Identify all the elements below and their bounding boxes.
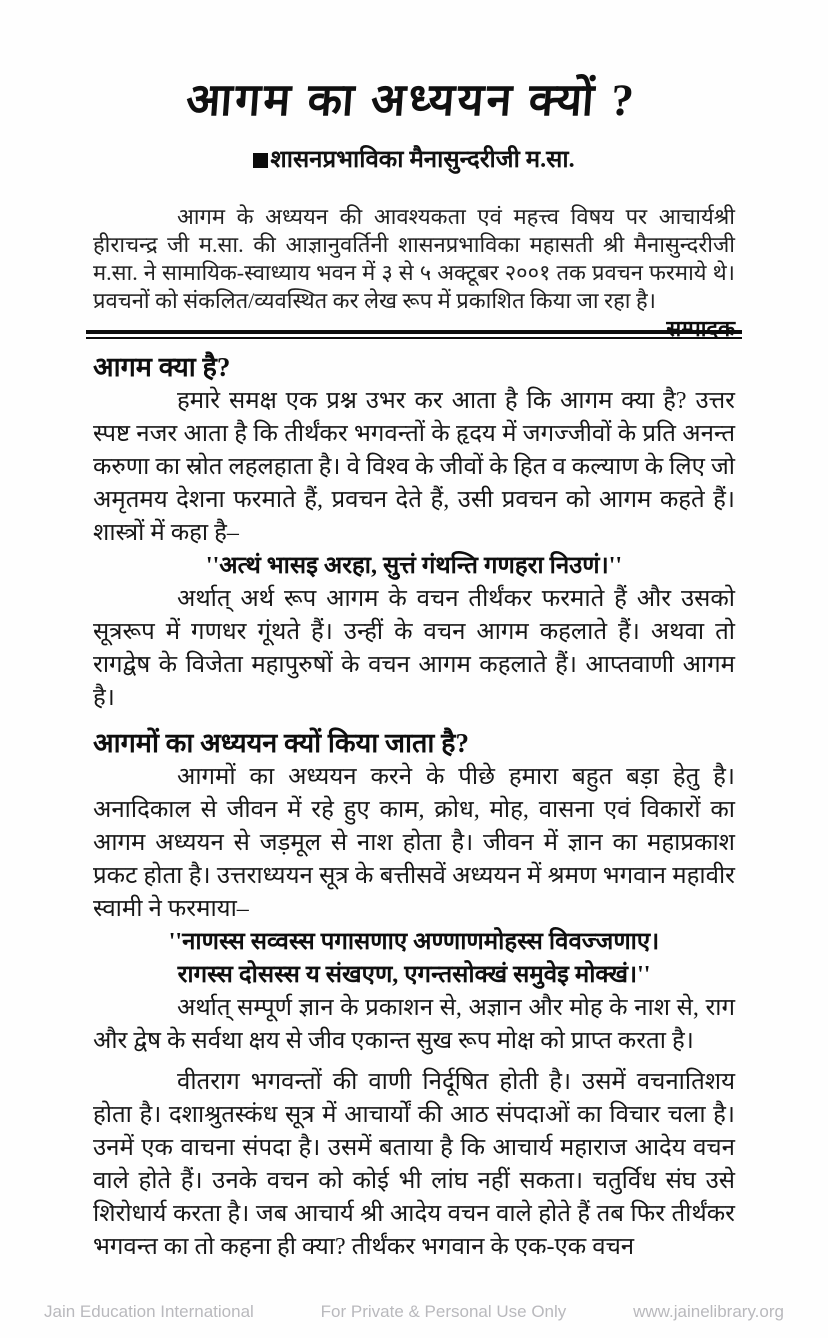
paragraph: आगमों का अध्ययन करने के पीछे हमारा बहुत बड़ा हेतु है। अनादिकाल से जीवन में रहे हुए काम, क्रोध, मोह, वासना एवं विकारों का आगम अध्ययन से जड़मूल से नाश होता है। जीवन में ज्ञान का महाप्रकाश प्रकट होता है। उत्तराध्ययन सूत्र के बत्तीसवें अध्ययन में श्रमण भगवान महावीर स्वामी ने फरमाया– [93, 764, 735, 922]
paragraph: वीतराग भगवन्तों की वाणी निर्दूषित होती है। उसमें वचनातिशय होता है। दशाश्रुतस्कंध सूत्र में आचार्यों की आठ संपदाओं का विचार चला है। उनमें एक वाचना संपदा है। उसमें बताया है कि आचार्य महाराज आदेय वचन वाले होते हैं। उनके वचन को कोई भी लांघ नहीं सकता। चतुर्विध संघ उसे शिरोधार्य करता है। जब आचार्य श्री आदेय वचन वाले होते हैं तब फिर तीर्थंकर भगवन्त का तो कहना ही क्या? तीर्थंकर भगवान के एक-एक वचन [93, 1069, 735, 1260]
footer-left-text: Jain Education International [44, 1302, 254, 1321]
paragraph: अर्थात् सम्पूर्ण ज्ञान के प्रकाशन से, अज्ञान और मोह के नाश से, राग और द्वेष के सर्वथा क्षय से जीव एकान्त सुख रूप मोक्ष को प्राप्त करता है। [93, 995, 735, 1054]
footer-right-text: www.jainelibrary.org [633, 1302, 784, 1321]
square-bullet-icon [253, 153, 268, 168]
verse-line: ''नाणस्स सव्वस्स पगासणाए अण्णाणमोहस्स विवज्जणाए। [168, 929, 660, 955]
paragraph: अर्थात् अर्थ रूप आगम के वचन तीर्थंकर फरमाते हैं और उसको सूत्ररूप में गणधर गूंथते हैं। उन्हीं के वचन आगम कहलाते हैं। अथवा तो रागद्वेष के विजेता महापुरुषों के वचन आगम कहलाते हैं। आप्तवाणी आगम है। [93, 586, 735, 711]
section-heading-what-is-agam: आगम क्या है? [93, 352, 231, 382]
author-line [0, 142, 828, 175]
editorial-text: आगम के अध्ययन की आवश्यकता एवं महत्त्व विषय पर आचार्यश्री हीराचन्द्र जी म.सा. की आज्ञानुवर्तिनी शासनप्रभाविका महासती श्री मैनासुन्दरीजी म.सा. ने सामायिक-स्वाध्याय भवन में ३ से ५ अक्टूबर २००१ तक प्रवचन फरमाये थे। प्रवचनों को संकलित/व्यवस्थित कर लेख रूप में प्रकाशित किया जा रहा है। [93, 204, 735, 313]
editorial-note [93, 203, 735, 341]
verse-line: रागस्स दोसस्स य संखएण, एगन्तसोक्खं समुवेइ मोक्खं।'' [177, 962, 651, 988]
editor-signature: —सम्पादक [644, 316, 735, 341]
paragraph: हमारे समक्ष एक प्रश्न उभर कर आता है कि आगम क्या है? उत्तर स्पष्ट नजर आता है कि तीर्थंकर भगवन्तों के हृदय में जगज्जीवों के प्रति अनन्त करुणा का स्रोत लहलहाता है। वे विश्व के जीवों के हित व कल्याण के लिए जो अमृतमय देशना फरमाते हैं, प्रवचन देते हैं, उसी प्रवचन को आगम कहते हैं। शास्त्रों में कहा है– [93, 388, 735, 546]
author-name: शासनप्रभाविका मैनासुन्दरीजी म.सा. [270, 147, 575, 173]
footer-center-text: For Private & Personal Use Only [320, 1302, 567, 1321]
scripture-verse: ''अत्थं भासइ अरहा, सुत्तं गंथन्ति गणहरा निउणं।'' [205, 553, 623, 579]
page-title: आगम का अध्ययन क्यों ? [184, 75, 639, 125]
scripture-verse [93, 926, 735, 992]
article-body [93, 349, 735, 1264]
scan-footer [0, 1302, 828, 1322]
section-heading-why-study-agam: आगमों का अध्ययन क्यों किया जाता है? [93, 728, 469, 758]
